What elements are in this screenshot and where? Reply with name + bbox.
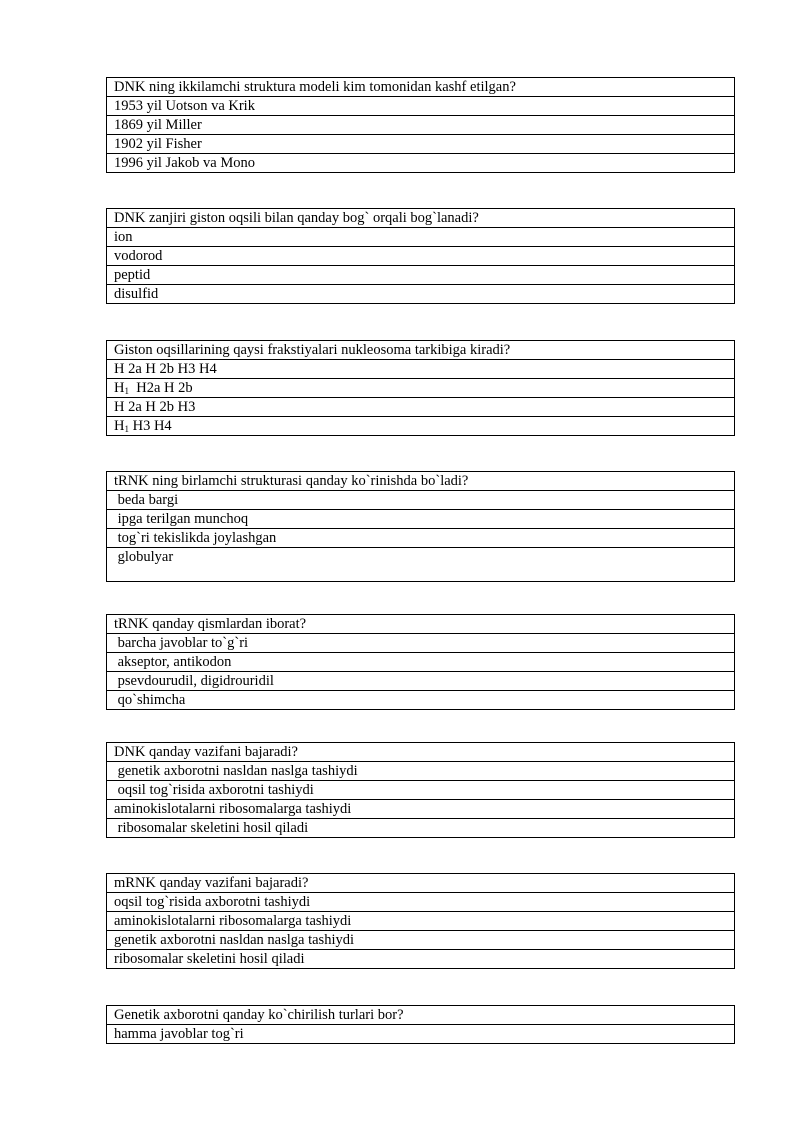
question-text: tRNK ning birlamchi strukturasi qanday ko`rinishda bo`ladi? (107, 472, 735, 491)
answer-option: 1902 yil Fisher (107, 135, 735, 154)
answer-option: tog`ri tekislikda joylashgan (107, 529, 735, 548)
answer-option: akseptor, antikodon (107, 653, 735, 672)
answer-option: ribosomalar skeletini hosil qiladi (107, 819, 735, 838)
answer-option: barcha javoblar to`g`ri (107, 634, 735, 653)
question-text: DNK zanjiri giston oqsili bilan qanday bog` orqali bog`lanadi? (107, 209, 735, 228)
answer-option (107, 379, 735, 398)
answer-option: vodorod (107, 247, 735, 266)
answer-option: hamma javoblar tog`ri (107, 1025, 735, 1044)
answer-option: H 2a H 2b H3 H4 (107, 360, 735, 379)
answer-option: ribosomalar skeletini hosil qiladi (107, 950, 735, 969)
question-table-3 (106, 340, 735, 436)
answer-option (107, 417, 735, 436)
question-text: Giston oqsillarining qaysi frakstiyalari nukleosoma tarkibiga kiradi? (107, 341, 735, 360)
question-table-6 (106, 742, 735, 838)
question-table-5 (106, 614, 735, 710)
answer-option: psevdourudil, digidrouridil (107, 672, 735, 691)
answer-option: genetik axborotni nasldan naslga tashiydi (107, 931, 735, 950)
answer-option: disulfid (107, 285, 735, 304)
answer-option: peptid (107, 266, 735, 285)
answer-option: H 2a H 2b H3 (107, 398, 735, 417)
answer-option: aminokislotalarni ribosomalarga tashiydi (107, 912, 735, 931)
question-text: DNK qanday vazifani bajaradi? (107, 743, 735, 762)
answer-option: ipga terilgan munchoq (107, 510, 735, 529)
answer-option: 1869 yil Miller (107, 116, 735, 135)
question-table-4 (106, 471, 735, 582)
answer-option: aminokislotalarni ribosomalarga tashiydi (107, 800, 735, 819)
option-rest: H3 H4 (128, 418, 172, 434)
answer-option: ion (107, 228, 735, 247)
question-table-1 (106, 77, 735, 173)
answer-option: beda bargi (107, 491, 735, 510)
question-text: DNK ning ikkilamchi struktura modeli kim tomonidan kashf etilgan? (107, 78, 735, 97)
question-table-2 (106, 208, 735, 304)
answer-option: qo`shimcha (107, 691, 735, 710)
answer-option: oqsil tog`risida axborotni tashiydi (107, 781, 735, 800)
option-subscript: 1 (124, 424, 129, 434)
answer-option: genetik axborotni nasldan naslga tashiydi (107, 762, 735, 781)
option-rest: H2a H 2b (128, 380, 193, 396)
answer-option: globulyar (107, 548, 735, 582)
question-table-8 (106, 1005, 735, 1044)
question-text: Genetik axborotni qanday ko`chirilish turlari bor? (107, 1006, 735, 1025)
option-subscript: 1 (124, 386, 129, 396)
question-text: tRNK qanday qismlardan iborat? (107, 615, 735, 634)
option-main: H (114, 418, 125, 434)
option-main: H (114, 380, 125, 396)
answer-option: 1953 yil Uotson va Krik (107, 97, 735, 116)
answer-option: oqsil tog`risida axborotni tashiydi (107, 893, 735, 912)
question-table-7 (106, 873, 735, 969)
answer-option: 1996 yil Jakob va Mono (107, 154, 735, 173)
question-text: mRNK qanday vazifani bajaradi? (107, 874, 735, 893)
